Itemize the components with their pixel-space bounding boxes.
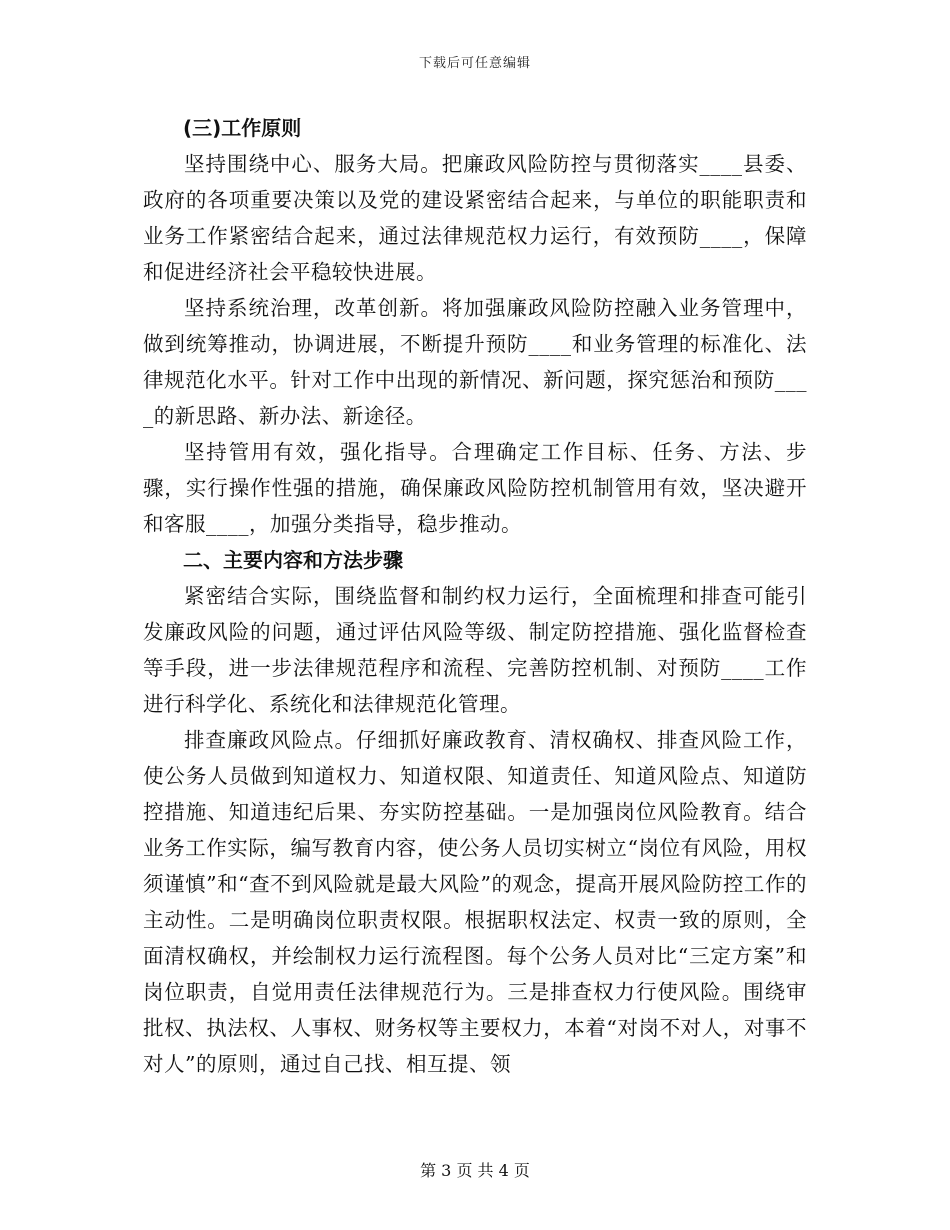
paragraph-principle-2: 坚持系统治理，改革创新。将加强廉政风险防控融入业务管理中，做到统筹推动，协调进展，不断提升预防____和业务管理的标准化、法律规范化水平。针对工作中出现的新情况、新问题，探究惩治和预防____的新思路、新办法、新途径。 [143, 296, 807, 428]
document-body [143, 110, 807, 1082]
paragraph-principle-1: 坚持围绕中心、服务大局。把廉政风险防控与贯彻落实____县委、政府的各项重要决策以及党的建设紧密结合起来，与单位的职能职责和业务工作紧密结合起来，通过法律规范权力运行，有效预防____，保障和促进经济社会平稳较快进展。 [143, 152, 807, 284]
paragraph-content-2: 排查廉政风险点。仔细抓好廉政教育、清权确权、排查风险工作，使公务人员做到知道权力、知道权限、知道责任、知道风险点、知道防控措施、知道违纪后果、夯实防控基础。一是加强岗位风险教育。结合业务工作实际，编写教育内容，使公务人员切实树立“岗位有风险，用权须谨慎”和“查不到风险就是最大风险”的观念，提高开展风险防控工作的主动性。二是明确岗位职责权限。根据职权法定、权责一致的原则，全面清权确权，并绘制权力运行流程图。每个公务人员对比“三定方案”和岗位职责，自觉用责任法律规范行为。三是排查权力行使风险。围绕审批权、执法权、人事权、财务权等主要权力，本着“对岗不对人，对事不对人”的原则，通过自己找、相互提、领 [143, 728, 807, 1076]
section-heading-content: 二、主要内容和方法步骤 [183, 548, 403, 572]
page-header-note: 下载后可任意编辑 [418, 56, 531, 71]
paragraph-principle-3: 坚持管用有效，强化指导。合理确定工作目标、任务、方法、步骤，实行操作性强的措施，确保廉政风险防控机制管用有效，坚决避开和客服____，加强分类指导，稳步推动。 [143, 440, 807, 536]
page-number-indicator: 第 3 页 共 4 页 [420, 1161, 530, 1180]
paragraph-content-1: 紧密结合实际，围绕监督和制约权力运行，全面梳理和排查可能引发廉政风险的问题，通过评估风险等级、制定防控措施、强化监督检查等手段，进一步法律规范程序和流程、完善防控机制、对预防____工作进行科学化、系统化和法律规范化管理。 [143, 584, 807, 716]
section-heading-principles: (三)工作原则 [183, 116, 302, 140]
